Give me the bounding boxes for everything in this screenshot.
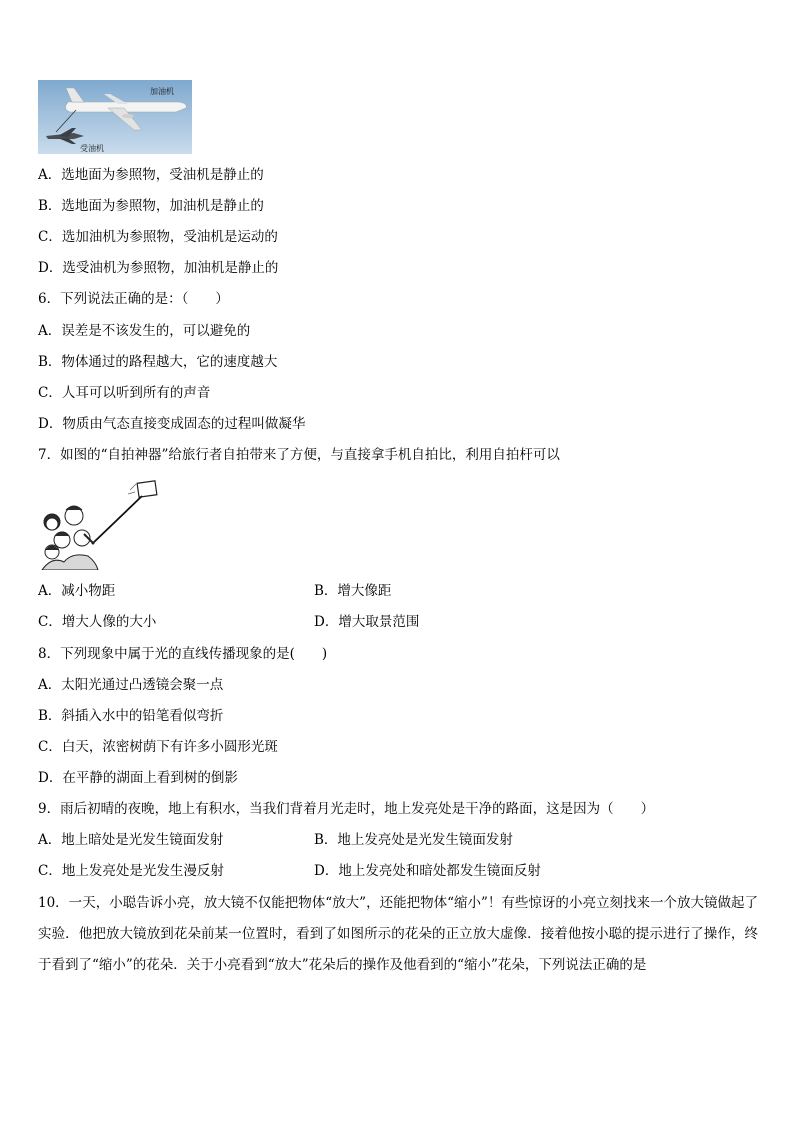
q8-option-d: D．在平静的湖面上看到树的倒影 xyxy=(38,770,238,786)
q6-stem: 6．下列说法正确的是：（ ） xyxy=(38,291,229,307)
q6-option-d: D．物质由气态直接变成固态的过程叫做凝华 xyxy=(38,416,306,432)
q9-stem: 9．雨后初晴的夜晚，地上有积水，当我们背着月光走时，地上发亮处是干净的路面，这是因为（ ） xyxy=(38,801,655,817)
q6-option-a: A．误差是不该发生的，可以避免的 xyxy=(38,323,251,339)
q7-stem: 7．如图的“自拍神器”给旅行者自拍带来了方便，与直接拿手机自拍比，利用自拍杆可以 xyxy=(38,447,560,463)
q8-option-c: C．白天，浓密树荫下有许多小圆形光斑 xyxy=(38,739,278,755)
q8-option-b: B．斜插入水中的铅笔看似弯折 xyxy=(38,708,224,724)
q7-option-a: A．减小物距 xyxy=(38,583,116,599)
q5-option-b: B．选地面为参照物，加油机是静止的 xyxy=(38,198,264,214)
q9-option-c: C．地上发亮处是光发生漫反射 xyxy=(38,863,224,879)
q7-option-c: C．增大人像的大小 xyxy=(38,614,157,630)
q7-option-d: D．增大取景范围 xyxy=(314,614,420,630)
q6-option-b: B．物体通过的路程越大，它的速度越大 xyxy=(38,354,278,370)
tanker-label: 加油机 xyxy=(150,87,174,96)
q10-stem: 10．一天，小聪告诉小亮，放大镜不仅能把物体“放大”，还能把物体“缩小”！有些惊讶的小亮立刻找来一个放大镜做起了实验．他把放大镜放到花朵前某一位置时，看到了如图所示的花朵的正立放大虚像．接着他按小聪的提示进行了操作，终于看到了“缩小”的花朵．关于小亮看到“放大”花朵后的操作及他看到的“缩小”花朵，下列说法正确的是 xyxy=(38,895,758,973)
q6-option-c: C．人耳可以听到所有的声音 xyxy=(38,385,211,401)
q8-stem: 8．下列现象中属于光的直线传播现象的是( ) xyxy=(38,646,328,662)
q5-option-a: A．选地面为参照物，受油机是静止的 xyxy=(38,167,264,183)
q9-option-d: D．地上发亮处和暗处都发生镜面反射 xyxy=(314,863,541,879)
q9-option-b: B．地上发亮处是光发生镜面发射 xyxy=(314,832,513,848)
q8-option-a: A．太阳光通过凸透镜会聚一点 xyxy=(38,677,224,693)
q5-option-c: C．选加油机为参照物，受油机是运动的 xyxy=(38,229,278,245)
receiver-label: 受油机 xyxy=(80,144,104,153)
refueling-figure xyxy=(38,80,192,154)
q5-option-d: D．选受油机为参照物，加油机是静止的 xyxy=(38,260,279,276)
q7-option-b: B．增大像距 xyxy=(314,583,392,599)
q9-option-a: A．地上暗处是光发生镜面发射 xyxy=(38,832,224,848)
selfie-stick-figure xyxy=(38,478,160,570)
